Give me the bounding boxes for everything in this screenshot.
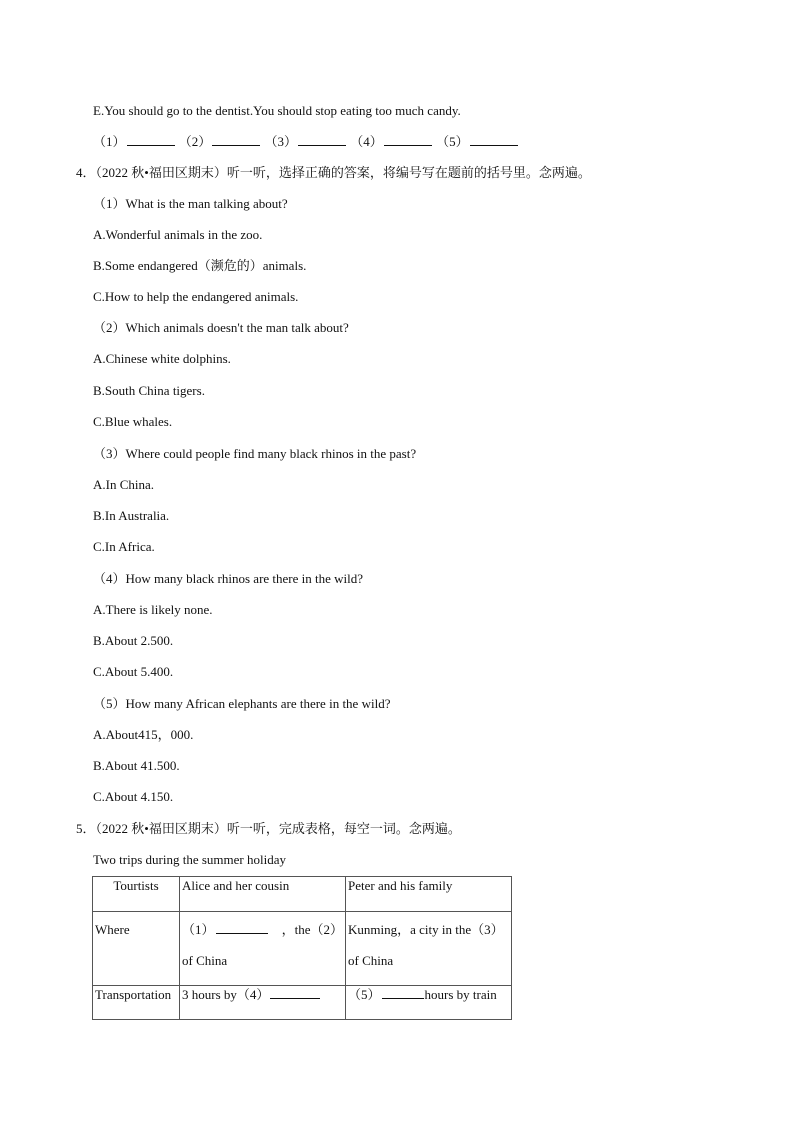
q4-item-2-option-c: C.Blue whales. <box>93 414 173 429</box>
where-alice-line1 <box>182 921 343 939</box>
answer-label-2: （2） <box>178 134 212 149</box>
q4-item-3-option-c: C.In Africa. <box>93 539 155 554</box>
prev-option-e: E.You should go to the dentist.You should stop eating too much candy. <box>93 103 461 118</box>
q4-item-4-option-c: C.About 5.400. <box>93 664 174 679</box>
answer-label-1: （1） <box>93 134 126 149</box>
question-5-heading <box>76 820 461 838</box>
table-row-where <box>93 912 512 986</box>
q4-item-4-question: （4）How many black rhinos are there in the wild? <box>93 571 364 586</box>
question-5-stem: （2022 秋•福田区期末）听一听，完成表格，每空一词。念两遍。 <box>95 821 461 836</box>
question-4-stem: （2022 秋•福田区期末）听一听，选择正确的答案，将编号写在题前的括号里。念两遍。 <box>95 165 591 180</box>
row-label-where: Where <box>93 912 180 986</box>
answer-blank-4[interactable] <box>384 133 432 146</box>
table-blank-5[interactable] <box>382 986 424 999</box>
q4-item-3-option-b: B.In Australia. <box>93 508 170 523</box>
q4-item-2-question: （2）Which animals doesn't the man talk about? <box>93 320 349 335</box>
answer-label-5: （5） <box>436 134 469 149</box>
answer-blank-2[interactable] <box>212 133 260 146</box>
table-blank-1[interactable] <box>216 921 268 934</box>
q4-item-4-option-a: A.There is likely none. <box>93 602 213 617</box>
transport-peter-cell <box>346 986 512 1020</box>
answer-blank-1[interactable] <box>127 133 175 146</box>
header-peter: Peter and his family <box>346 877 512 912</box>
row-label-transportation: Transportation <box>93 986 180 1020</box>
q4-item-5-option-b: B.About 41.500. <box>93 758 180 773</box>
q4-item-5-option-c: C.About 4.150. <box>93 789 174 804</box>
where-alice-line2: of China <box>182 953 228 968</box>
where-peter-line2: of China <box>348 953 394 968</box>
table-row-transportation <box>93 986 512 1020</box>
trips-table <box>92 876 512 1020</box>
q4-item-4-option-b: B.About 2.500. <box>93 633 174 648</box>
question-4-heading <box>76 164 591 182</box>
q4-item-3-option-a: A.In China. <box>93 477 155 492</box>
q4-item-2-option-a: A.Chinese white dolphins. <box>93 351 231 366</box>
q4-item-5-option-a: A.About415，000. <box>93 727 194 742</box>
header-alice: Alice and her cousin <box>180 877 346 912</box>
q4-item-3-question: （3）Where could people find many black rhinos in the past? <box>93 446 417 461</box>
q4-item-1-option-b: B.Some endangered（濒危的）animals. <box>93 258 307 273</box>
answer-blanks-row <box>93 133 519 151</box>
answer-label-4: （4） <box>350 134 383 149</box>
q4-item-2-option-b: B.South China tigers. <box>93 383 205 398</box>
table-caption: Two trips during the summer holiday <box>93 852 286 867</box>
q4-item-1-option-c: C.How to help the endangered animals. <box>93 289 299 304</box>
table-header-row <box>93 877 512 912</box>
transport-alice-cell <box>180 986 346 1020</box>
blank-5-label: （5） <box>348 987 381 1002</box>
answer-blank-3[interactable] <box>298 133 346 146</box>
blank-1-label: （1） <box>182 922 215 937</box>
header-tourists: Tourtists <box>93 877 180 912</box>
question-4-number: 4． <box>76 165 96 180</box>
where-alice-cell <box>180 912 346 986</box>
transport-peter-text: hours by train <box>424 987 497 1002</box>
table-blank-4[interactable] <box>270 986 320 999</box>
q4-item-1-question: （1）What is the man talking about? <box>93 196 288 211</box>
answer-blank-5[interactable] <box>470 133 518 146</box>
q4-item-5-question: （5）How many African elephants are there in the wild? <box>93 696 391 711</box>
where-peter-cell <box>346 912 512 986</box>
answer-label-3: （3） <box>264 134 298 149</box>
question-5-number: 5． <box>76 821 96 836</box>
transport-alice-text: 3 hours by（4） <box>182 987 270 1002</box>
where-alice-mid: ，the（2） <box>281 922 343 937</box>
q4-item-1-option-a: A.Wonderful animals in the zoo. <box>93 227 263 242</box>
where-peter-line1: Kunming，a city in the（3） <box>348 922 504 937</box>
